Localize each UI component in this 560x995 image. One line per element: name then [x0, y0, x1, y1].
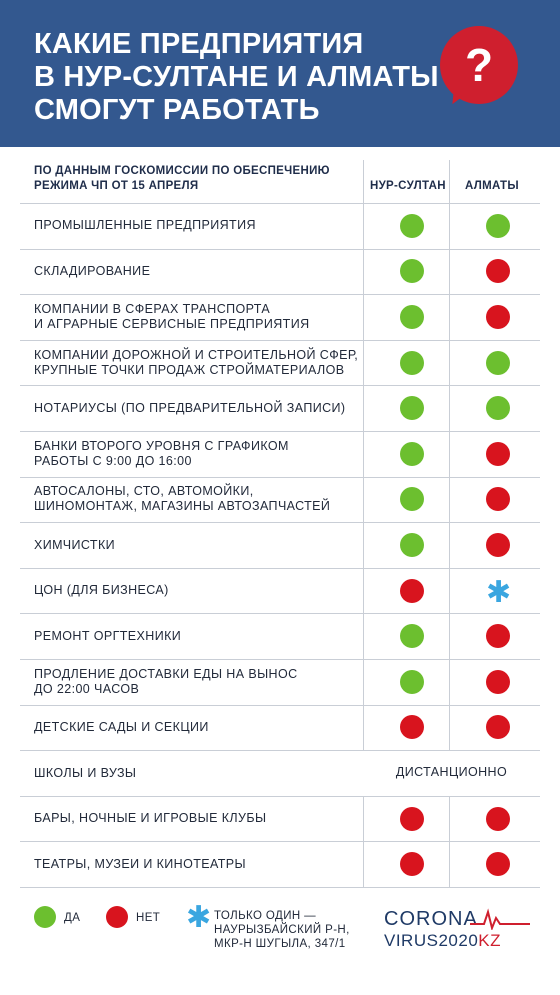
row-label [34, 720, 364, 735]
almaty-status-red-dot [486, 624, 510, 648]
row-label-line: ПРОДЛЕНИЕ ДОСТАВКИ ЕДЫ НА ВЫНОС [34, 666, 298, 681]
nur-sultan-status-green-dot [400, 487, 424, 511]
row-separator [20, 249, 540, 250]
row-label [34, 348, 364, 378]
row-separator [20, 705, 540, 706]
row-label-line: БАНКИ ВТОРОГО УРОВНЯ С ГРАФИКОМ [34, 438, 289, 453]
row-label [34, 766, 364, 781]
nur-sultan-status-red-dot [400, 807, 424, 831]
row-label-line: И АГРАРНЫЕ СЕРВИСНЫЕ ПРЕДПРИЯТИЯ [34, 317, 310, 331]
legend-red-dot [106, 906, 128, 928]
row-label [34, 302, 364, 332]
row-label-line: ЦОН (ДЛЯ БИЗНЕСА) [34, 583, 169, 598]
logo-line-1: CORONA [384, 908, 478, 930]
row-label-line: КРУПНЫЕ ТОЧКИ ПРОДАЖ СТРОЙМАТЕРИАЛОВ [34, 362, 345, 377]
asterisk-icon: ✱ [186, 901, 212, 934]
row-label-line: ШИНОМОНТАЖ, МАГАЗИНЫ АВТОЗАПЧАСТЕЙ [34, 499, 331, 514]
almaty-status-red-dot [486, 807, 510, 831]
almaty-status-green-dot [486, 351, 510, 375]
nur-sultan-status-green-dot [400, 214, 424, 238]
almaty-status-green-dot [486, 396, 510, 420]
row-label-line: КОМПАНИИ В СФЕРАХ ТРАНСПОРТА [34, 302, 271, 316]
nur-sultan-status-green-dot [400, 396, 424, 420]
row-separator [20, 659, 540, 660]
almaty-status-red-dot [486, 442, 510, 466]
title-line-2: В НУР-СУЛТАНЕ И АЛМАТЫ [34, 61, 439, 93]
title-line-1: КАКИЕ ПРЕДПРИЯТИЯ [34, 28, 364, 60]
pulse-icon [470, 908, 530, 930]
row-label [34, 667, 364, 697]
almaty-status-red-dot [486, 533, 510, 557]
nur-sultan-status-green-dot [400, 351, 424, 375]
row-label-line: ДЕТСКИЕ САДЫ И СЕКЦИИ [34, 719, 209, 734]
row-label [34, 264, 364, 279]
nur-sultan-status-green-dot [400, 670, 424, 694]
span-status-text: ДИСТАНЦИОННО [395, 765, 508, 779]
row-separator [20, 203, 540, 204]
almaty-status-red-dot [486, 715, 510, 739]
row-label [34, 811, 364, 826]
nur-sultan-status-green-dot [400, 259, 424, 283]
legend-star-line-1: ТОЛЬКО ОДИН — [214, 910, 317, 922]
row-separator [20, 841, 540, 842]
nur-sultan-status-green-dot [400, 442, 424, 466]
row-separator [20, 385, 540, 386]
row-label-line: СКЛАДИРОВАНИЕ [34, 263, 151, 278]
almaty-status-red-dot [486, 670, 510, 694]
row-label-line: РАБОТЫ С 9:00 ДО 16:00 [34, 453, 192, 468]
legend-yes-label: ДА [64, 912, 81, 924]
column-header-almaty: АЛМАТЫ [465, 180, 519, 192]
row-label-line: НОТАРИУСЫ (ПО ПРЕДВАРИТЕЛЬНОЙ ЗАПИСИ) [34, 400, 346, 415]
row-separator [20, 796, 540, 797]
row-label [34, 629, 364, 644]
nur-sultan-status-red-dot [400, 852, 424, 876]
nur-sultan-status-red-dot [400, 715, 424, 739]
column-header-nur-sultan: НУР-СУЛТАН [370, 180, 446, 192]
source-line-1: ПО ДАННЫМ ГОСКОМИССИИ ПО ОБЕСПЕЧЕНИЮ [34, 165, 330, 177]
row-separator [20, 750, 540, 751]
question-mark: ? [464, 39, 494, 91]
row-label-line: БАРЫ, НОЧНЫЕ И ИГРОВЫЕ КЛУБЫ [34, 811, 267, 826]
almaty-status-red-dot [486, 487, 510, 511]
source-line-2: РЕЖИМА ЧП ОТ 15 АПРЕЛЯ [34, 180, 199, 192]
nur-sultan-status-green-dot [400, 533, 424, 557]
asterisk-icon: ✱ [486, 575, 512, 609]
row-separator [20, 294, 540, 295]
row-label [34, 218, 364, 233]
almaty-status-red-dot [486, 852, 510, 876]
row-separator [20, 522, 540, 523]
row-label [34, 583, 364, 598]
legend-star-note [214, 909, 350, 951]
page-title [34, 28, 439, 127]
row-separator [20, 568, 540, 569]
nur-sultan-status-red-dot [400, 579, 424, 603]
nur-sultan-status-green-dot [400, 305, 424, 329]
legend-no-label: НЕТ [136, 912, 161, 924]
row-label [34, 857, 364, 872]
row-label-line: ДО 22:00 ЧАСОВ [34, 681, 140, 696]
source-note [34, 164, 330, 194]
legend-green-dot [34, 906, 56, 928]
logo-kz-text: KZ [478, 931, 502, 950]
almaty-status-green-dot [486, 214, 510, 238]
row-separator [20, 477, 540, 478]
row-label [34, 538, 364, 553]
row-separator [20, 887, 540, 888]
legend-star-line-3: МКР-Н ШУГЫЛА, 347/1 [214, 938, 346, 950]
row-label-line: ХИМЧИСТКИ [34, 537, 116, 552]
row-label-line: ПРОМЫШЛЕННЫЕ ПРЕДПРИЯТИЯ [34, 218, 256, 233]
row-separator [20, 431, 540, 432]
logo-virus-text: VIRUS2020 [384, 931, 479, 950]
row-label-line: АВТОСАЛОНЫ, СТО, АВТОМОЙКИ, [34, 484, 254, 499]
row-separator [20, 613, 540, 614]
row-label-line: КОМПАНИИ ДОРОЖНОЙ И СТРОИТЕЛЬНОЙ СФЕР, [34, 347, 359, 362]
logo-line-2 [384, 931, 501, 951]
row-label [34, 439, 364, 469]
legend-star-line-2: НАУРЫЗБАЙСКИЙ Р-Н, [214, 924, 350, 936]
almaty-status-red-dot [486, 305, 510, 329]
row-label [34, 484, 364, 514]
row-label-line: РЕМОНТ ОРГТЕХНИКИ [34, 628, 182, 643]
title-line-3: СМОГУТ РАБОТАТЬ [34, 94, 320, 126]
almaty-status-red-dot [486, 259, 510, 283]
row-separator [20, 340, 540, 341]
row-label [34, 401, 364, 416]
row-label-line: ТЕАТРЫ, МУЗЕИ И КИНОТЕАТРЫ [34, 856, 246, 871]
nur-sultan-status-green-dot [400, 624, 424, 648]
row-label-line: ШКОЛЫ И ВУЗЫ [34, 765, 137, 780]
